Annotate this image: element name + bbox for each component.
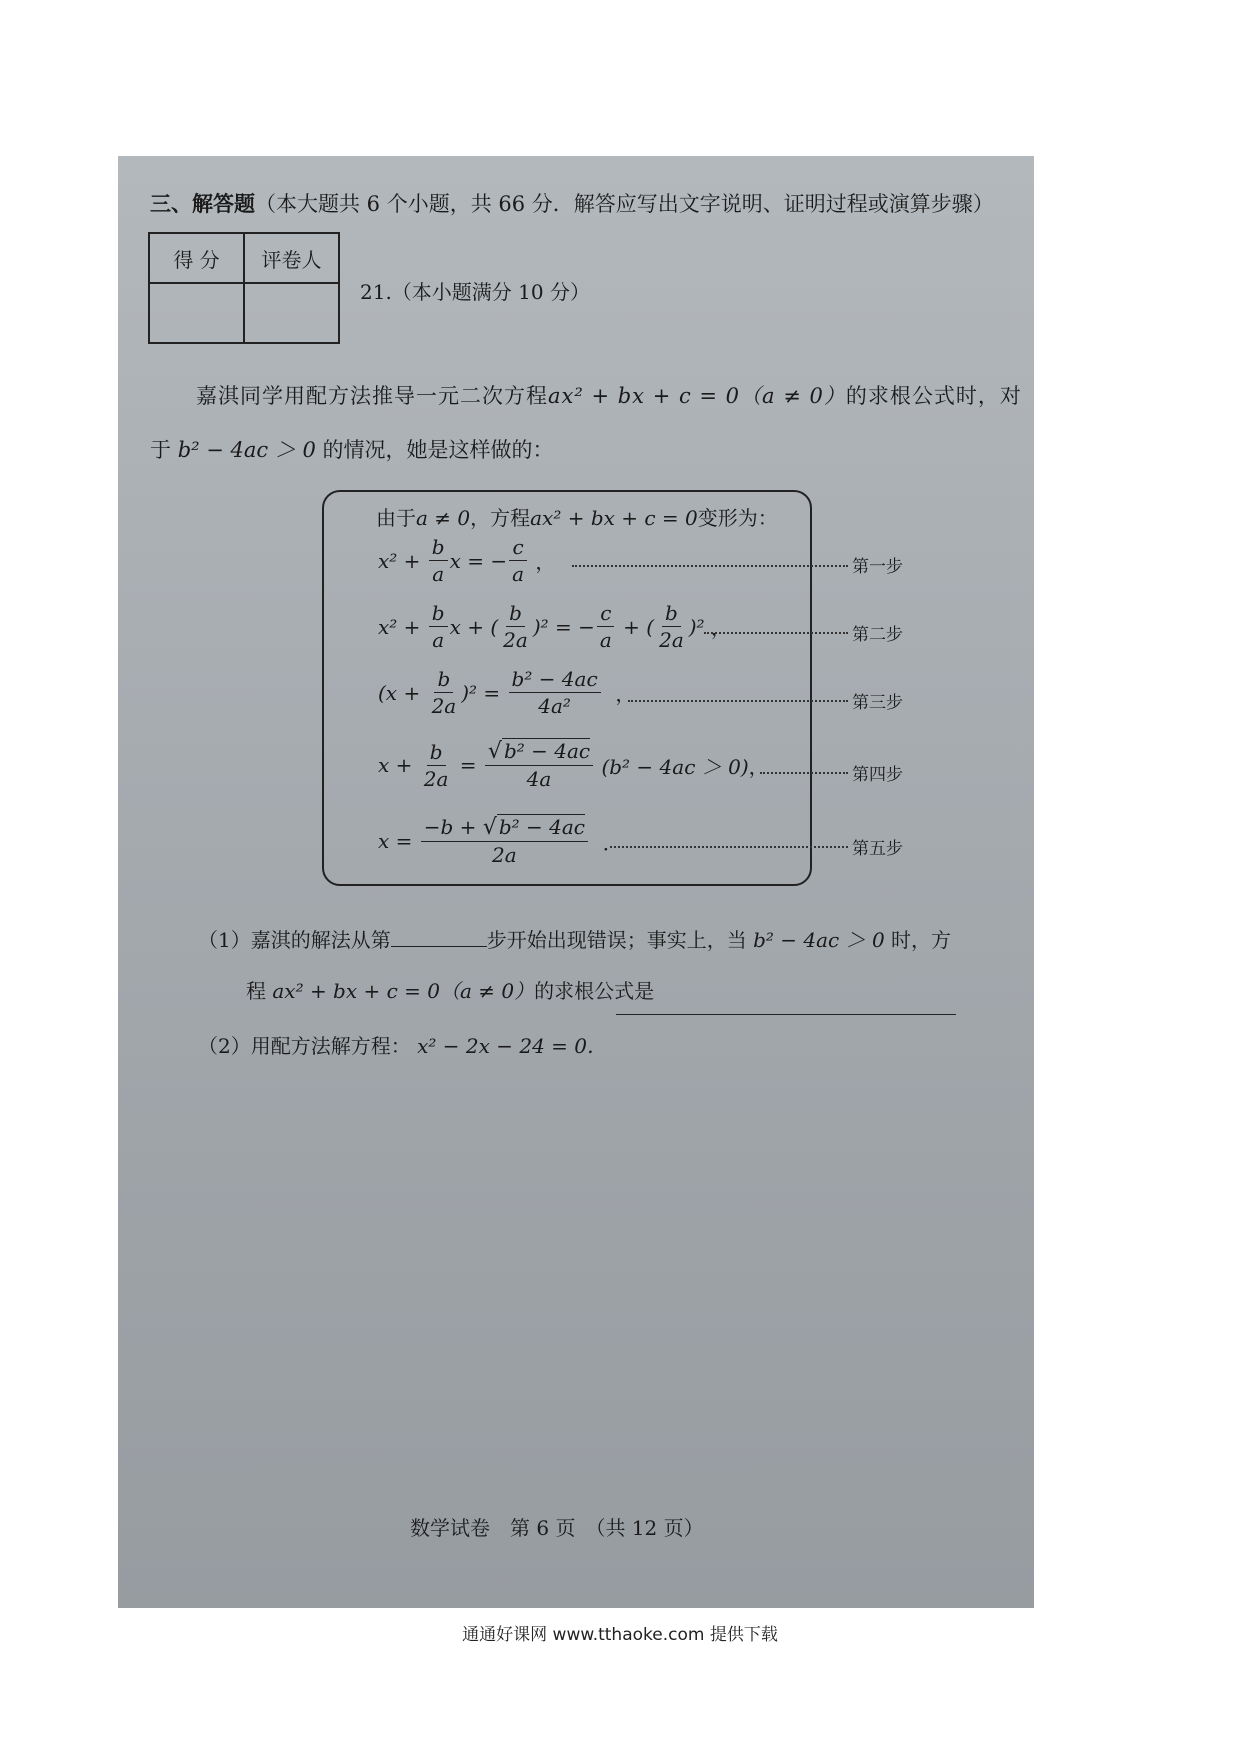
page-footer: 数学试卷 第 6 页 （共 12 页） <box>410 1516 704 1540</box>
intro-equation: ax² + bx + c = 0（a ≠ 0） <box>548 384 846 408</box>
grader-header: 评卷人 <box>244 233 339 283</box>
step-1-label: 第一步 <box>852 557 903 577</box>
grader-cell <box>244 283 339 343</box>
score-table <box>148 232 340 344</box>
step-1-leader <box>572 565 848 567</box>
answer-blank-formula[interactable] <box>616 1014 956 1015</box>
intro-line-2: 于 b² − 4ac ＞ 0 的情况，她是这样做的： <box>150 438 554 462</box>
sub-question-1-cont: 程 ax² + bx + c = 0（a ≠ 0）的求根公式是 <box>246 979 655 1003</box>
step-4-leader <box>760 772 848 774</box>
score-header: 得 分 <box>149 233 244 283</box>
step-1-equation: x² + $\frac{b}{a}$ x = − $\frac{c}{a}$ ， <box>378 535 556 586</box>
sub-question-1: （1）嘉淇的解法从第 步开始出现错误；事实上，当 b² − 4ac ＞ 0 时，方 <box>198 928 952 952</box>
download-credit: 通通好课网 www.tthaoke.com 提供下载 <box>462 1625 778 1645</box>
answer-blank-step[interactable] <box>391 928 487 947</box>
step-4-label: 第四步 <box>852 765 903 785</box>
step-5-equation: x = $\frac{\text{−b + √ b² − 4ac}}{2a}$ ． <box>378 815 623 867</box>
step-2-equation: x² + $\frac{b}{a}$ x + ( $\frac{b}{2a}$ )² = − $\frac{c}{a}$ + ( $\frac{b}{2a}$ )² ， <box>378 601 731 652</box>
section-name: 解答题 <box>192 191 255 216</box>
section-number: 三、 <box>150 191 192 216</box>
step-3-leader <box>628 700 848 702</box>
intro-condition: b² − 4ac ＞ 0 <box>177 438 316 462</box>
derivation-intro: 由于a ≠ 0，方程ax² + bx + c = 0变形为： <box>376 506 778 530</box>
section-note: （本大题共 6 个小题，共 66 分．解答应写出文字说明、证明过程或演算步骤） <box>255 192 994 216</box>
intro-line-1: 嘉淇同学用配方法推导一元二次方程ax² + bx + c = 0（a ≠ 0）的求根公式时，对 <box>196 384 1022 408</box>
step-2-label: 第二步 <box>852 625 903 645</box>
step-5-label: 第五步 <box>852 839 903 859</box>
step-3-equation: (x + $\frac{b}{2a}$ )² = $\frac{\text{b² − 4ac}}{\text{4a²}}$ ， <box>378 667 636 718</box>
section-heading <box>150 188 994 218</box>
step-3-label: 第三步 <box>852 693 903 713</box>
step-4-equation: x + $\frac{b}{2a}$ = $\frac{\text{√ b² − 4ac}}{4a}$ (b² − 4ac ＞ 0) ， <box>378 739 769 791</box>
step-2-leader <box>704 632 848 634</box>
sub-question-2: （2）用配方法解方程： x² − 2x − 24 = 0． <box>198 1034 607 1058</box>
question-title: 21.（本小题满分 10 分） <box>360 280 590 304</box>
step-5-leader <box>610 846 848 848</box>
score-cell <box>149 283 244 343</box>
